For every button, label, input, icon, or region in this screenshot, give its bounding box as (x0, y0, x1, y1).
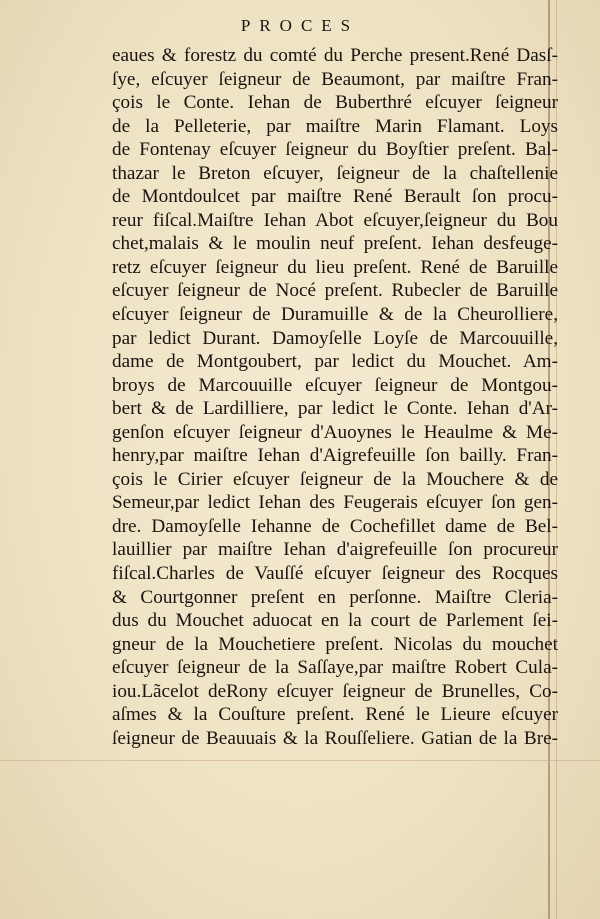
text-line: aſmes & la Couſture preſent. René le Lieure eſcuyer (112, 704, 558, 726)
text-line: dame de Montgoubert, par ledict du Mouchet. Am- (112, 351, 558, 373)
text-line: retz eſcuyer ſeigneur du lieu preſent. René de Baruille (112, 256, 558, 278)
text-line: eſcuyer ſeigneur de Nocé preſent. Rubecler de Baruille (112, 280, 558, 302)
text-line: çois le Cirier eſcuyer ſeigneur de la Mouchere & de (112, 468, 558, 490)
text-line: thazar le Breton eſcuyer, ſeigneur de la chaſtellenie (112, 162, 558, 184)
text-line: & Courtgonner preſent en perſonne. Maiſtre Cleria- (112, 586, 558, 608)
text-line: lauillier par maiſtre Iehan d'aigrefeuille ſon procureur (112, 539, 558, 561)
text-line: de Fontenay eſcuyer ſeigneur du Boyſtier preſent. Bal- (112, 139, 558, 161)
text-line: eaues & forestz du comté du Perche present.René Dasſ- (112, 45, 558, 66)
text-line: ſeigneur de Beauuais & la Rouſſeliere. Gatian de la Bre- (112, 727, 558, 749)
text-line: dus du Mouchet aduocat en la court de Parlement ſei- (112, 610, 558, 632)
text-line: reur fiſcal.Maiſtre Iehan Abot eſcuyer,ſeigneur du Bou (112, 209, 558, 231)
text-line: henry,par maiſtre Iehan d'Aigrefeuille ſon bailly. Fran- (112, 445, 558, 467)
text-line: genſon eſcuyer ſeigneur d'Auoynes le Heaulme & Me- (112, 421, 558, 443)
text-line: çois le Conte. Iehan de Buberthré eſcuyer ſeigneur (112, 92, 558, 114)
text-line: iou.Lãcelot deRony eſcuyer ſeigneur de Brunelles, Co- (112, 680, 558, 702)
text-line: eſcuyer ſeigneur de Duramuille & de la Cheurolliere, (112, 304, 558, 326)
text-line: par ledict Durant. Damoyſelle Loyſe de Marcouuille, (112, 327, 558, 349)
text-line: chet,malais & le moulin neuf preſent. Iehan desfeuge- (112, 233, 558, 255)
text-line: fiſcal.Charles de Vauſſé eſcuyer ſeigneur des Rocques (112, 563, 558, 585)
text-line: bert & de Lardilliere, par ledict le Conte. Iehan d'Ar- (112, 398, 558, 420)
text-line: gneur de la Mouchetiere preſent. Nicolas du mouchet (112, 633, 558, 655)
text-line: dre. Damoyſelle Iehanne de Cochefillet dame de Bel- (112, 515, 558, 537)
fold-crease-line (0, 760, 600, 761)
text-line: ſye, eſcuyer ſeigneur de Beaumont, par maiſtre Fran- (112, 68, 558, 90)
text-line: de Montdoulcet par maiſtre René Berault ſon procu- (112, 186, 558, 208)
running-head: PROCES (240, 16, 360, 35)
text-line: broys de Marcouuille eſcuyer ſeigneur de Montgou- (112, 374, 558, 396)
text-line: de la Pelleterie, par maiſtre Marin Flamant. Loys (112, 115, 558, 137)
text-line: eſcuyer ſeigneur de la Saſſaye,par maiſtre Robert Cula- (112, 657, 558, 679)
body-text (112, 44, 558, 750)
text-line: Semeur,par ledict Iehan des Feugerais eſcuyer ſon gen- (112, 492, 558, 514)
